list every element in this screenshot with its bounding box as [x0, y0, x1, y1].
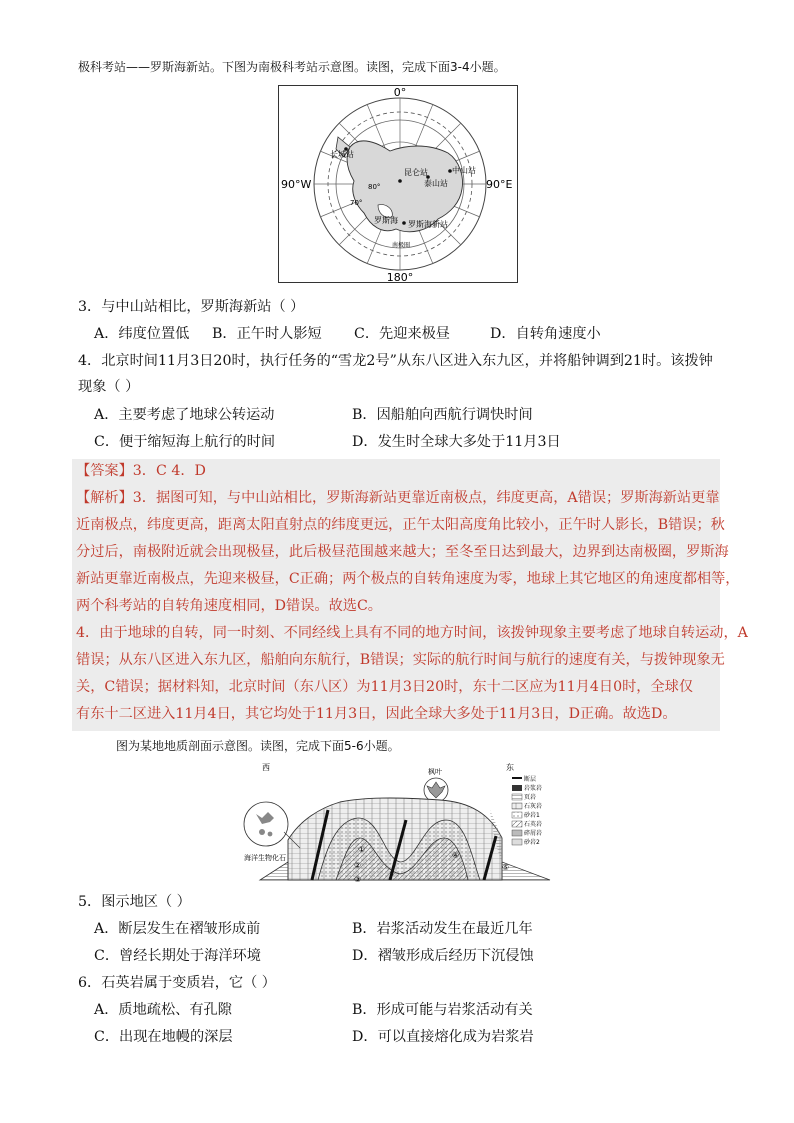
analysis-line: 有东十二区进入11月4日，其它均处于11月3日，因此全球大多处于11月3日，D正确。故选D。 — [76, 706, 677, 722]
q5-option-b[interactable]: B．岩浆活动发生在最近几年 — [352, 921, 533, 937]
map-station-taishan: 泰山站 — [424, 179, 448, 188]
answer-line: 【答案】3．C 4．D — [76, 463, 206, 479]
q4-option-c[interactable]: C．便于缩短海上航行的时间 — [94, 434, 276, 450]
q4-stem-line2: 现象（ ） — [78, 379, 140, 395]
q5-option-a[interactable]: A．断层发生在褶皱形成前 — [94, 921, 261, 937]
map-station-kunlun: 昆仑站 — [404, 168, 428, 177]
map-label-rosssea: 罗斯海 — [374, 216, 398, 225]
q6-option-d[interactable]: D．可以直接熔化成为岩浆岩 — [352, 1029, 534, 1045]
q6-stem: 6．石英岩属于变质岩，它（ ） — [78, 975, 276, 991]
q3-stem: 3．与中山站相比，罗斯海新站（ ） — [78, 299, 305, 315]
geo-num-5: ⑤ — [502, 863, 510, 872]
q3-option-c[interactable]: C．先迎来极昼 — [354, 326, 450, 342]
analysis-line: 新站更靠近南极点，先迎来极昼，C正确；两个极点的自转角速度为零，地球上其它地区的角速度都相等， — [76, 571, 740, 587]
q4-option-d[interactable]: D．发生时全球大多处于11月3日 — [352, 434, 561, 450]
map-station-rossnew: 罗斯海新站 — [408, 220, 448, 229]
q3-option-d[interactable]: D．自转角速度小 — [490, 326, 601, 342]
map-station-zhongshan: 中山站 — [452, 166, 476, 175]
intro-q34: 极科考站——罗斯海新站。下图为南极科考站示意图。读图，完成下面3-4小题。 — [78, 60, 506, 74]
q4-stem-line1: 4．北京时间11月3日20时，执行任务的“雪龙2号”从东八区进入东九区，并将船钟调到21时。该拨钟 — [78, 353, 713, 369]
geo-east-label: 东 — [506, 763, 514, 772]
map-lat-80: 80° — [368, 183, 381, 191]
q4-option-b[interactable]: B．因船舶向西航行调快时间 — [352, 407, 533, 423]
geo-num-4: ④ — [452, 851, 460, 860]
map-label-90e: 90°E — [486, 178, 513, 191]
analysis-line: 两个科考站的自转角速度相同，D错误。故选C。 — [76, 598, 382, 614]
geo-num-1: ① — [358, 845, 366, 854]
map-label-0: 0° — [393, 86, 407, 99]
legend-item: 砂岩1 — [524, 812, 540, 819]
analysis-line: 近南极点，纬度更高，距离太阳直射点的纬度更远，正午太阳高度角比较小，正午时人影长，B错误；秋 — [76, 517, 725, 533]
map-label-180: 180° — [386, 271, 414, 283]
legend-item: 石灰岩 — [524, 803, 543, 810]
legend-item: 断层 — [524, 776, 537, 783]
map-station-changcheng: 长城站 — [330, 150, 354, 159]
map-label-90w: 90°W — [281, 178, 312, 191]
q3-option-b[interactable]: B．正午时人影短 — [212, 326, 322, 342]
legend-item: 砂岩2 — [524, 839, 540, 846]
analysis-line: 关，C错误；据材料知，北京时间（东八区）为11月3日20时，东十二区应为11月4日0时，全球仅 — [76, 679, 694, 695]
analysis-line: 分过后，南极附近就会出现极昼，此后极昼范围越来越大；至冬至日达到最大，边界到达南极圈，罗斯海 — [76, 544, 729, 560]
geologic-section-diagram — [240, 758, 555, 886]
analysis-line: 4．由于地球的自转，同一时刻、不同经线上具有不同的地方时间，该拨钟现象主要考虑了地球自转运动，A — [76, 625, 748, 641]
q5-option-d[interactable]: D．褶皱形成后经历下沉侵蚀 — [352, 948, 534, 964]
q5-option-c[interactable]: C．曾经长期处于海洋环境 — [94, 948, 261, 964]
q4-option-a[interactable]: A．主要考虑了地球公转运动 — [94, 407, 275, 423]
legend-item: 石英岩 — [524, 821, 543, 828]
q6-option-b[interactable]: B．形成可能与岩浆活动有关 — [352, 1002, 533, 1018]
q6-option-a[interactable]: A．质地疏松、有孔隙 — [94, 1002, 232, 1018]
q3-option-a[interactable]: A．纬度位置低 — [94, 326, 190, 342]
antarctic-station-map — [278, 85, 518, 283]
q6-option-c[interactable]: C．出现在地幔的深层 — [94, 1029, 233, 1045]
legend-item: 岩浆岩 — [524, 785, 543, 792]
geo-num-3: ③ — [354, 875, 362, 884]
intro-q56: 图为某地地质剖面示意图。读图，完成下面5-6小题。 — [116, 739, 400, 753]
geo-fossil-label: 海洋生物化石 — [244, 854, 286, 862]
geo-west-label: 西 — [262, 763, 270, 772]
legend-item: 页岩 — [524, 794, 537, 801]
analysis-line: 【解析】3．据图可知，与中山站相比，罗斯海新站更靠近南极点，纬度更高，A错误；罗斯海新站更靠 — [76, 490, 720, 506]
geo-legend — [512, 775, 542, 846]
legend-item: 碎屑岩 — [524, 830, 543, 837]
geo-num-2: ② — [354, 861, 362, 870]
map-antarctic-circle: 南极圈 — [392, 242, 411, 249]
analysis-line: 错误；从东八区进入东九区，船舶向东航行，B错误；实际的航行时间与航行的速度有关，与拨钟现象无 — [76, 652, 725, 668]
map-lat-70: 70° — [350, 199, 363, 207]
geo-maple-label: 枫叶 — [428, 768, 442, 776]
q5-stem: 5．图示地区（ ） — [78, 894, 191, 910]
